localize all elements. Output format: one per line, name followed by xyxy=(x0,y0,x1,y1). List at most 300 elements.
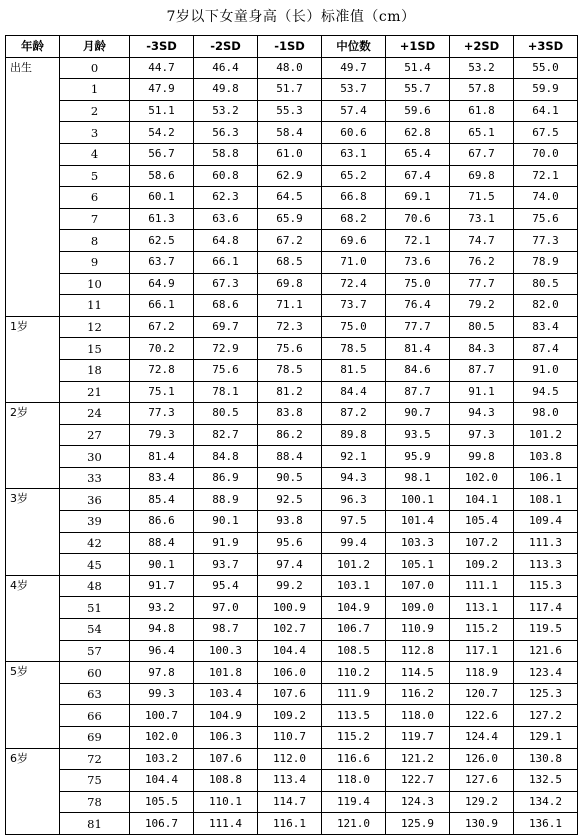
value-cell: 134.2 xyxy=(514,791,578,813)
value-cell: 83.4 xyxy=(514,316,578,338)
month-cell: 4 xyxy=(60,143,130,165)
value-cell: 129.1 xyxy=(514,727,578,749)
table-row xyxy=(6,273,578,295)
value-cell: 72.9 xyxy=(194,338,258,360)
month-cell: 51 xyxy=(60,597,130,619)
value-cell: 54.2 xyxy=(130,122,194,144)
value-cell: 44.7 xyxy=(130,57,194,79)
value-cell: 117.4 xyxy=(514,597,578,619)
value-cell: 86.6 xyxy=(130,511,194,533)
month-cell: 5 xyxy=(60,165,130,187)
month-cell: 54 xyxy=(60,619,130,641)
value-cell: 75.0 xyxy=(386,273,450,295)
value-cell: 66.1 xyxy=(194,251,258,273)
value-cell: 76.4 xyxy=(386,295,450,317)
value-cell: 99.3 xyxy=(130,683,194,705)
value-cell: 78.9 xyxy=(514,251,578,273)
month-cell: 57 xyxy=(60,640,130,662)
value-cell: 107.2 xyxy=(450,532,514,554)
value-cell: 73.7 xyxy=(322,295,386,317)
value-cell: 81.2 xyxy=(258,381,322,403)
table-row xyxy=(6,748,578,770)
table-row xyxy=(6,122,578,144)
value-cell: 72.3 xyxy=(258,316,322,338)
month-cell: 15 xyxy=(60,338,130,360)
value-cell: 99.8 xyxy=(450,446,514,468)
value-cell: 121.2 xyxy=(386,748,450,770)
month-cell: 48 xyxy=(60,575,130,597)
month-cell: 6 xyxy=(60,187,130,209)
value-cell: 64.9 xyxy=(130,273,194,295)
value-cell: 61.8 xyxy=(450,100,514,122)
value-cell: 98.7 xyxy=(194,619,258,641)
value-cell: 124.4 xyxy=(450,727,514,749)
month-cell: 72 xyxy=(60,748,130,770)
month-cell: 66 xyxy=(60,705,130,727)
table-row xyxy=(6,619,578,641)
value-cell: 104.1 xyxy=(450,489,514,511)
value-cell: 60.1 xyxy=(130,187,194,209)
table-row xyxy=(6,187,578,209)
value-cell: 69.8 xyxy=(450,165,514,187)
month-cell: 9 xyxy=(60,251,130,273)
value-cell: 51.7 xyxy=(258,79,322,101)
age-group-cell: 5岁 xyxy=(6,662,60,748)
value-cell: 84.4 xyxy=(322,381,386,403)
value-cell: 65.9 xyxy=(258,208,322,230)
value-cell: 92.1 xyxy=(322,446,386,468)
value-cell: 95.4 xyxy=(194,575,258,597)
value-cell: 57.8 xyxy=(450,79,514,101)
value-cell: 80.5 xyxy=(514,273,578,295)
table-row xyxy=(6,770,578,792)
value-cell: 96.3 xyxy=(322,489,386,511)
value-cell: 121.6 xyxy=(514,640,578,662)
value-cell: 93.2 xyxy=(130,597,194,619)
table-row xyxy=(6,251,578,273)
value-cell: 92.5 xyxy=(258,489,322,511)
value-cell: 67.5 xyxy=(514,122,578,144)
value-cell: 97.0 xyxy=(194,597,258,619)
value-cell: 57.4 xyxy=(322,100,386,122)
month-cell: 7 xyxy=(60,208,130,230)
month-cell: 3 xyxy=(60,122,130,144)
value-cell: 101.8 xyxy=(194,662,258,684)
month-cell: 39 xyxy=(60,511,130,533)
value-cell: 65.1 xyxy=(450,122,514,144)
value-cell: 113.1 xyxy=(450,597,514,619)
month-cell: 75 xyxy=(60,770,130,792)
value-cell: 122.6 xyxy=(450,705,514,727)
value-cell: 111.1 xyxy=(450,575,514,597)
table-row xyxy=(6,381,578,403)
value-cell: 64.1 xyxy=(514,100,578,122)
table-row xyxy=(6,511,578,533)
value-cell: 99.4 xyxy=(322,532,386,554)
value-cell: 73.6 xyxy=(386,251,450,273)
month-cell: 12 xyxy=(60,316,130,338)
value-cell: 55.3 xyxy=(258,100,322,122)
header-minus2sd: -2SD xyxy=(194,36,258,58)
value-cell: 101.2 xyxy=(322,554,386,576)
value-cell: 94.8 xyxy=(130,619,194,641)
value-cell: 114.5 xyxy=(386,662,450,684)
height-standard-table xyxy=(5,35,578,835)
value-cell: 109.2 xyxy=(258,705,322,727)
value-cell: 111.9 xyxy=(322,683,386,705)
value-cell: 132.5 xyxy=(514,770,578,792)
header-minus3sd: -3SD xyxy=(130,36,194,58)
value-cell: 104.4 xyxy=(258,640,322,662)
value-cell: 56.3 xyxy=(194,122,258,144)
value-cell: 101.4 xyxy=(386,511,450,533)
value-cell: 58.8 xyxy=(194,143,258,165)
value-cell: 130.9 xyxy=(450,813,514,835)
value-cell: 113.4 xyxy=(258,770,322,792)
table-row xyxy=(6,467,578,489)
value-cell: 79.3 xyxy=(130,424,194,446)
value-cell: 82.7 xyxy=(194,424,258,446)
table-row xyxy=(6,791,578,813)
value-cell: 110.7 xyxy=(258,727,322,749)
month-cell: 60 xyxy=(60,662,130,684)
value-cell: 112.8 xyxy=(386,640,450,662)
age-group-cell: 3岁 xyxy=(6,489,60,575)
value-cell: 119.4 xyxy=(322,791,386,813)
value-cell: 68.2 xyxy=(322,208,386,230)
value-cell: 61.3 xyxy=(130,208,194,230)
value-cell: 103.4 xyxy=(194,683,258,705)
value-cell: 63.6 xyxy=(194,208,258,230)
age-group-cell: 6岁 xyxy=(6,748,60,834)
value-cell: 67.2 xyxy=(130,316,194,338)
month-cell: 63 xyxy=(60,683,130,705)
table-row xyxy=(6,338,578,360)
table-row xyxy=(6,165,578,187)
age-group-cell: 1岁 xyxy=(6,316,60,402)
value-cell: 113.5 xyxy=(322,705,386,727)
value-cell: 103.3 xyxy=(386,532,450,554)
month-cell: 81 xyxy=(60,813,130,835)
value-cell: 67.3 xyxy=(194,273,258,295)
header-median: 中位数 xyxy=(322,36,386,58)
header-month: 月龄 xyxy=(60,36,130,58)
value-cell: 121.0 xyxy=(322,813,386,835)
month-cell: 27 xyxy=(60,424,130,446)
value-cell: 115.2 xyxy=(450,619,514,641)
value-cell: 58.6 xyxy=(130,165,194,187)
value-cell: 83.8 xyxy=(258,403,322,425)
value-cell: 82.0 xyxy=(514,295,578,317)
value-cell: 75.6 xyxy=(514,208,578,230)
header-age: 年龄 xyxy=(6,36,60,58)
value-cell: 67.7 xyxy=(450,143,514,165)
table-body xyxy=(6,57,578,834)
value-cell: 64.8 xyxy=(194,230,258,252)
value-cell: 90.1 xyxy=(130,554,194,576)
table-row xyxy=(6,575,578,597)
table-header-row xyxy=(6,36,578,58)
value-cell: 88.9 xyxy=(194,489,258,511)
value-cell: 88.4 xyxy=(258,446,322,468)
value-cell: 72.4 xyxy=(322,273,386,295)
value-cell: 116.6 xyxy=(322,748,386,770)
value-cell: 89.8 xyxy=(322,424,386,446)
value-cell: 71.5 xyxy=(450,187,514,209)
value-cell: 77.7 xyxy=(450,273,514,295)
value-cell: 88.4 xyxy=(130,532,194,554)
value-cell: 100.3 xyxy=(194,640,258,662)
value-cell: 127.2 xyxy=(514,705,578,727)
value-cell: 123.4 xyxy=(514,662,578,684)
value-cell: 106.7 xyxy=(322,619,386,641)
value-cell: 119.5 xyxy=(514,619,578,641)
value-cell: 103.8 xyxy=(514,446,578,468)
header-plus3sd: +3SD xyxy=(514,36,578,58)
table-row xyxy=(6,554,578,576)
table-row xyxy=(6,727,578,749)
value-cell: 120.7 xyxy=(450,683,514,705)
value-cell: 95.9 xyxy=(386,446,450,468)
value-cell: 70.6 xyxy=(386,208,450,230)
value-cell: 75.6 xyxy=(194,359,258,381)
value-cell: 80.5 xyxy=(194,403,258,425)
value-cell: 51.1 xyxy=(130,100,194,122)
value-cell: 87.7 xyxy=(450,359,514,381)
value-cell: 62.9 xyxy=(258,165,322,187)
value-cell: 93.8 xyxy=(258,511,322,533)
value-cell: 106.1 xyxy=(514,467,578,489)
value-cell: 53.2 xyxy=(450,57,514,79)
value-cell: 107.6 xyxy=(258,683,322,705)
value-cell: 118.0 xyxy=(322,770,386,792)
value-cell: 93.5 xyxy=(386,424,450,446)
table-row xyxy=(6,446,578,468)
value-cell: 107.0 xyxy=(386,575,450,597)
value-cell: 71.0 xyxy=(322,251,386,273)
value-cell: 104.4 xyxy=(130,770,194,792)
value-cell: 87.2 xyxy=(322,403,386,425)
value-cell: 86.2 xyxy=(258,424,322,446)
value-cell: 97.4 xyxy=(258,554,322,576)
value-cell: 67.4 xyxy=(386,165,450,187)
value-cell: 124.3 xyxy=(386,791,450,813)
value-cell: 77.3 xyxy=(514,230,578,252)
value-cell: 102.7 xyxy=(258,619,322,641)
value-cell: 69.6 xyxy=(322,230,386,252)
table-row xyxy=(6,705,578,727)
value-cell: 56.7 xyxy=(130,143,194,165)
table-row xyxy=(6,57,578,79)
month-cell: 0 xyxy=(60,57,130,79)
age-group-cell: 4岁 xyxy=(6,575,60,661)
value-cell: 73.1 xyxy=(450,208,514,230)
value-cell: 87.7 xyxy=(386,381,450,403)
value-cell: 94.3 xyxy=(322,467,386,489)
age-group-cell: 出生 xyxy=(6,57,60,316)
value-cell: 98.1 xyxy=(386,467,450,489)
value-cell: 84.6 xyxy=(386,359,450,381)
value-cell: 48.0 xyxy=(258,57,322,79)
value-cell: 75.1 xyxy=(130,381,194,403)
value-cell: 93.7 xyxy=(194,554,258,576)
value-cell: 127.6 xyxy=(450,770,514,792)
value-cell: 62.8 xyxy=(386,122,450,144)
value-cell: 109.4 xyxy=(514,511,578,533)
value-cell: 108.1 xyxy=(514,489,578,511)
value-cell: 55.0 xyxy=(514,57,578,79)
value-cell: 77.7 xyxy=(386,316,450,338)
table-row xyxy=(6,813,578,835)
value-cell: 114.7 xyxy=(258,791,322,813)
value-cell: 83.4 xyxy=(130,467,194,489)
value-cell: 53.2 xyxy=(194,100,258,122)
value-cell: 75.0 xyxy=(322,316,386,338)
value-cell: 100.1 xyxy=(386,489,450,511)
table-row xyxy=(6,489,578,511)
month-cell: 30 xyxy=(60,446,130,468)
value-cell: 91.9 xyxy=(194,532,258,554)
value-cell: 117.1 xyxy=(450,640,514,662)
value-cell: 85.4 xyxy=(130,489,194,511)
table-row xyxy=(6,532,578,554)
value-cell: 84.3 xyxy=(450,338,514,360)
header-plus1sd: +1SD xyxy=(386,36,450,58)
header-minus1sd: -1SD xyxy=(258,36,322,58)
value-cell: 81.5 xyxy=(322,359,386,381)
value-cell: 105.5 xyxy=(130,791,194,813)
value-cell: 111.3 xyxy=(514,532,578,554)
value-cell: 72.1 xyxy=(514,165,578,187)
value-cell: 70.2 xyxy=(130,338,194,360)
value-cell: 106.0 xyxy=(258,662,322,684)
month-cell: 36 xyxy=(60,489,130,511)
value-cell: 69.1 xyxy=(386,187,450,209)
value-cell: 53.7 xyxy=(322,79,386,101)
value-cell: 125.3 xyxy=(514,683,578,705)
value-cell: 62.5 xyxy=(130,230,194,252)
value-cell: 118.0 xyxy=(386,705,450,727)
value-cell: 112.0 xyxy=(258,748,322,770)
value-cell: 130.8 xyxy=(514,748,578,770)
value-cell: 51.4 xyxy=(386,57,450,79)
value-cell: 49.8 xyxy=(194,79,258,101)
value-cell: 97.3 xyxy=(450,424,514,446)
value-cell: 71.1 xyxy=(258,295,322,317)
value-cell: 90.1 xyxy=(194,511,258,533)
value-cell: 94.5 xyxy=(514,381,578,403)
value-cell: 108.5 xyxy=(322,640,386,662)
value-cell: 66.1 xyxy=(130,295,194,317)
value-cell: 110.2 xyxy=(322,662,386,684)
value-cell: 84.8 xyxy=(194,446,258,468)
value-cell: 115.3 xyxy=(514,575,578,597)
value-cell: 101.2 xyxy=(514,424,578,446)
value-cell: 62.3 xyxy=(194,187,258,209)
value-cell: 63.1 xyxy=(322,143,386,165)
table-row xyxy=(6,100,578,122)
month-cell: 42 xyxy=(60,532,130,554)
value-cell: 68.6 xyxy=(194,295,258,317)
value-cell: 105.4 xyxy=(450,511,514,533)
value-cell: 68.5 xyxy=(258,251,322,273)
value-cell: 65.2 xyxy=(322,165,386,187)
value-cell: 81.4 xyxy=(386,338,450,360)
value-cell: 113.3 xyxy=(514,554,578,576)
table-row xyxy=(6,597,578,619)
value-cell: 111.4 xyxy=(194,813,258,835)
value-cell: 47.9 xyxy=(130,79,194,101)
value-cell: 90.5 xyxy=(258,467,322,489)
month-cell: 11 xyxy=(60,295,130,317)
value-cell: 72.8 xyxy=(130,359,194,381)
table-row xyxy=(6,316,578,338)
value-cell: 110.1 xyxy=(194,791,258,813)
month-cell: 33 xyxy=(60,467,130,489)
month-cell: 24 xyxy=(60,403,130,425)
value-cell: 109.2 xyxy=(450,554,514,576)
table-row xyxy=(6,208,578,230)
table-row xyxy=(6,403,578,425)
value-cell: 61.0 xyxy=(258,143,322,165)
value-cell: 65.4 xyxy=(386,143,450,165)
value-cell: 60.8 xyxy=(194,165,258,187)
value-cell: 119.7 xyxy=(386,727,450,749)
value-cell: 59.6 xyxy=(386,100,450,122)
value-cell: 110.9 xyxy=(386,619,450,641)
value-cell: 66.8 xyxy=(322,187,386,209)
value-cell: 104.9 xyxy=(194,705,258,727)
value-cell: 75.6 xyxy=(258,338,322,360)
value-cell: 91.1 xyxy=(450,381,514,403)
value-cell: 46.4 xyxy=(194,57,258,79)
value-cell: 109.0 xyxy=(386,597,450,619)
value-cell: 98.0 xyxy=(514,403,578,425)
value-cell: 49.7 xyxy=(322,57,386,79)
table-row xyxy=(6,230,578,252)
value-cell: 78.5 xyxy=(322,338,386,360)
month-cell: 10 xyxy=(60,273,130,295)
month-cell: 8 xyxy=(60,230,130,252)
value-cell: 105.1 xyxy=(386,554,450,576)
value-cell: 115.2 xyxy=(322,727,386,749)
value-cell: 102.0 xyxy=(450,467,514,489)
header-plus2sd: +2SD xyxy=(450,36,514,58)
month-cell: 1 xyxy=(60,79,130,101)
value-cell: 67.2 xyxy=(258,230,322,252)
value-cell: 60.6 xyxy=(322,122,386,144)
value-cell: 108.8 xyxy=(194,770,258,792)
table-row xyxy=(6,683,578,705)
value-cell: 97.8 xyxy=(130,662,194,684)
value-cell: 103.1 xyxy=(322,575,386,597)
value-cell: 59.9 xyxy=(514,79,578,101)
value-cell: 81.4 xyxy=(130,446,194,468)
value-cell: 69.8 xyxy=(258,273,322,295)
value-cell: 87.4 xyxy=(514,338,578,360)
table-row xyxy=(6,143,578,165)
value-cell: 78.5 xyxy=(258,359,322,381)
value-cell: 95.6 xyxy=(258,532,322,554)
value-cell: 55.7 xyxy=(386,79,450,101)
table-row xyxy=(6,359,578,381)
value-cell: 72.1 xyxy=(386,230,450,252)
month-cell: 2 xyxy=(60,100,130,122)
value-cell: 69.7 xyxy=(194,316,258,338)
value-cell: 103.2 xyxy=(130,748,194,770)
value-cell: 78.1 xyxy=(194,381,258,403)
value-cell: 70.0 xyxy=(514,143,578,165)
